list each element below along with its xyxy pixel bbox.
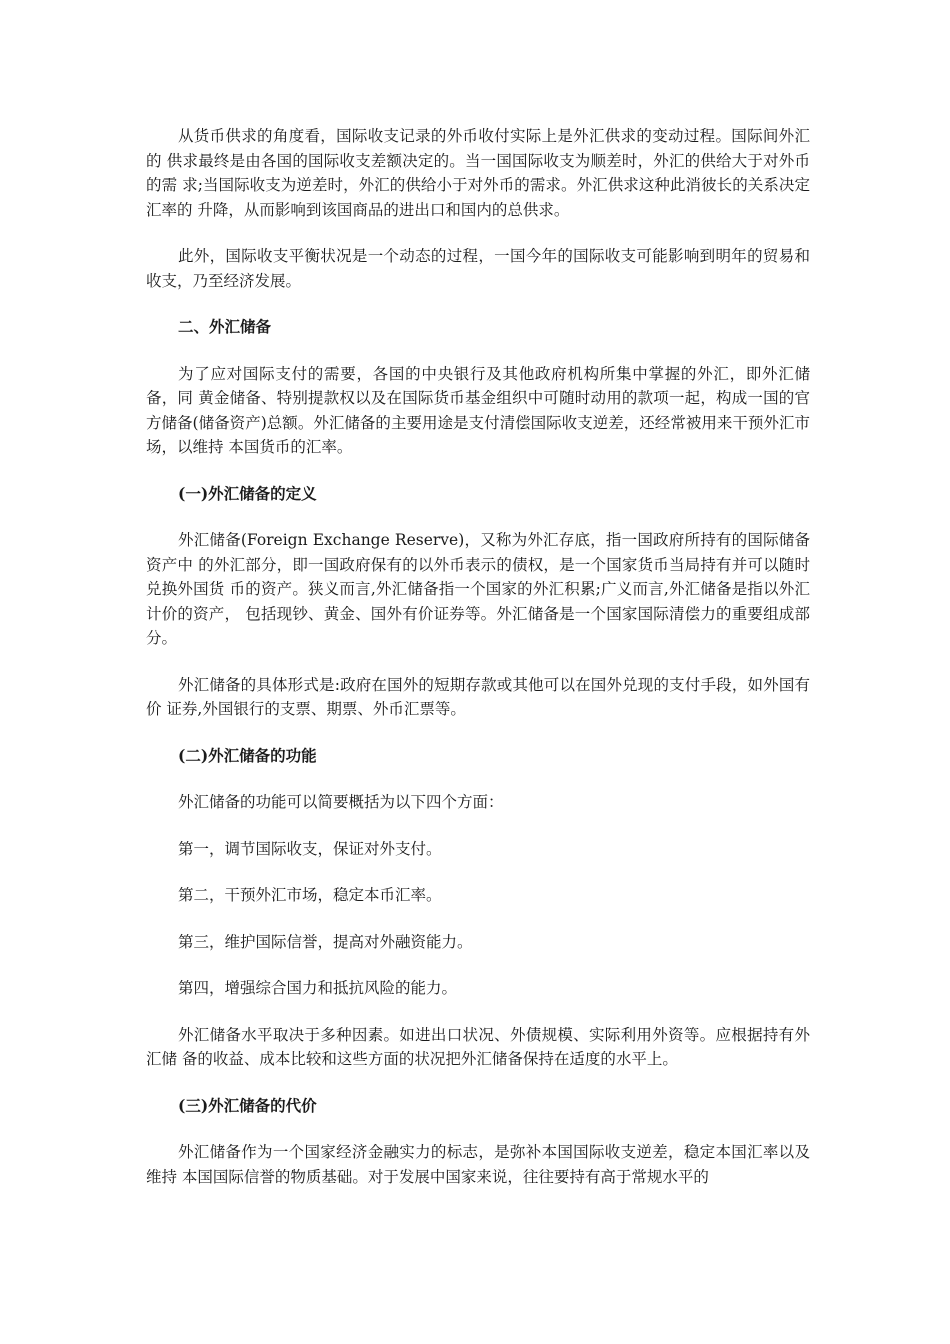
function-item-1: 第一，调节国际收支，保证对外支付。 xyxy=(178,839,442,858)
function-item-2: 第二，干预外汇市场，稳定本币汇率。 xyxy=(178,886,442,904)
function-item-3: 第三，维护国际信誉，提高对外融资能力。 xyxy=(178,932,473,951)
paragraph-dynamic-balance: 此外，国际收支平衡状况是一个动态的过程，一国今年的国际收支可能影响到明年的贸易和收支，乃至经济发展。 xyxy=(146,247,810,290)
paragraph-definition: 外汇储备(Foreign Exchange Reserve)，又称为外汇存底，指一国政府所持有的国际储备资产中 的外汇部分，即一国政府保有的以外币表示的债权，是一个国家货币当局持有并可以随时兑换外国货 币的资产。狭义而言,外汇储备指一个国家的外汇积累;广义而言,外汇储备是指以外汇计价的资产， 包括现钞、黄金、国外有价证券等。外汇储备是一个国家国际清偿力的重要组成部分。 xyxy=(146,531,810,647)
paragraph-functions-intro: 外汇储备的功能可以简要概括为以下四个方面： xyxy=(178,793,504,811)
subheading-functions: (二)外汇储备的功能 xyxy=(178,745,317,765)
section-heading-reserves: 二、外汇储备 xyxy=(178,317,272,336)
paragraph-reserves-intro: 为了应对国际支付的需要，各国的中央银行及其他政府机构所集中掌握的外汇，即外汇储备，同 黄金储备、特别提款权以及在国际货币基金组织中可随时动用的款项一起，构成一国的官方储备(储备资产)总额。外汇储备的主要用途是支付清偿国际收支逆差，还经常被用来干预外汇市场，以维持 本国货币的汇率。 xyxy=(146,364,810,456)
paragraph-forms: 外汇储备的具体形式是:政府在国外的短期存款或其他可以在国外兑现的支付手段，如外国有价 证券,外国银行的支票、期票、外币汇票等。 xyxy=(146,675,810,718)
document-page xyxy=(146,124,810,1189)
paragraph-cost: 外汇储备作为一个国家经济金融实力的标志，是弥补本国国际收支逆差，稳定本国汇率以及维持 本国国际信誉的物质基础。对于发展中国家来说，往往要持有高于常规水平的 xyxy=(146,1143,810,1186)
function-item-4: 第四，增强综合国力和抵抗风险的能力。 xyxy=(178,979,458,997)
subheading-definition: (一)外汇储备的定义 xyxy=(178,483,317,503)
paragraph-reserve-level: 外汇储备水平取决于多种因素。如进出口状况、外债规模、实际利用外资等。应根据持有外汇储 备的收益、成本比较和这些方面的状况把外汇储备保持在适度的水平上。 xyxy=(146,1025,810,1068)
subheading-cost: (三)外汇储备的代价 xyxy=(178,1095,317,1115)
paragraph-supply-demand: 从货币供求的角度看，国际收支记录的外币收付实际上是外汇供求的变动过程。国际间外汇的 供求最终是由各国的国际收支差额决定的。当一国国际收支为顺差时，外汇的供给大于对外币的需 求;当国际收支为逆差时，外汇的供给小于对外币的需求。外汇供求这种此消彼长的关系决定汇率的 升降，从而影响到该国商品的进出口和国内的总供求。 xyxy=(146,127,810,219)
